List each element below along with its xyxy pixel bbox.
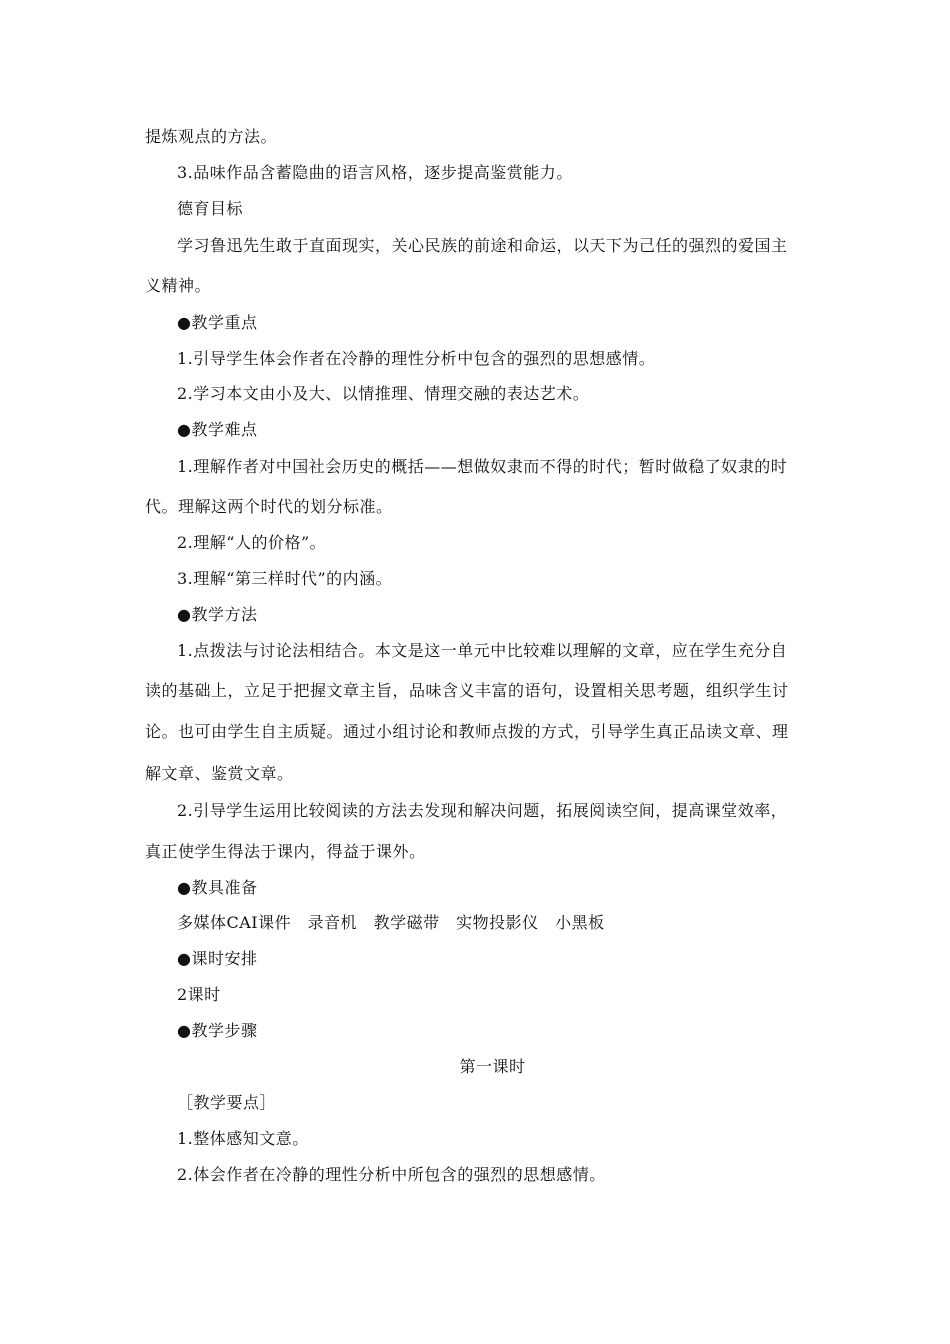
text-line: 1.整体感知文意。 (177, 1129, 309, 1148)
section-heading: ●教学难点 (177, 420, 258, 439)
text-line: ［教学要点］ (177, 1093, 277, 1112)
section-heading: ●教具准备 (177, 878, 258, 897)
text-line: 义精神。 (145, 276, 212, 295)
text-line: 1.点拨法与讨论法相结合。本文是这一单元中比较难以理解的文章，应在学生充分自 (177, 641, 788, 660)
section-heading: ●教学步骤 (177, 1021, 258, 1040)
text-line: 2.体会作者在冷静的理性分析中所包含的强烈的思想感情。 (177, 1165, 606, 1184)
lesson-title: 第一课时 (459, 1057, 526, 1076)
text-line: 3.品味作品含蓄隐曲的语言风格，逐步提高鉴赏能力。 (177, 163, 573, 182)
text-line: 2.学习本文由小及大、以情推理、情理交融的表达艺术。 (177, 384, 590, 403)
text-line: 3.理解“第三样时代”的内涵。 (177, 569, 393, 588)
text-line: 解文章、鉴赏文章。 (145, 764, 294, 783)
text-line: 1.理解作者对中国社会历史的概括——想做奴隶而不得的时代；暂时做稳了奴隶的时 (177, 457, 788, 476)
section-heading: ●课时安排 (177, 949, 258, 968)
text-line: 论。也可由学生自主质疑。通过小组讨论和教师点拨的方式，引导学生真正品读文章、理 (145, 722, 789, 741)
text-line: 2.引导学生运用比较阅读的方法去发现和解决问题，拓展阅读空间，提高课堂效率， (177, 801, 788, 820)
section-heading: ●教学重点 (177, 313, 258, 332)
text-line: 2.理解“人的价格”。 (177, 533, 327, 552)
text-line: 读的基础上，立足于把握文章主旨，品味含义丰富的语句，设置相关思考题，组织学生讨 (145, 681, 789, 700)
text-line: 提炼观点的方法。 (145, 127, 278, 146)
text-line: 真正使学生得法于课内，得益于课外。 (145, 842, 426, 861)
text-line: 多媒体CAI课件 录音机 教学磁带 实物投影仪 小黑板 (177, 913, 605, 932)
section-heading: ●教学方法 (177, 605, 258, 624)
section-subheading: 德育目标 (177, 199, 244, 218)
text-line: 学习鲁迅先生敢于直面现实，关心民族的前途和命运，以天下为己任的强烈的爱国主 (177, 236, 788, 255)
text-line: 1.引导学生体会作者在冷静的理性分析中包含的强烈的思想感情。 (177, 349, 656, 368)
text-line: 2课时 (177, 985, 221, 1004)
text-line: 代。理解这两个时代的划分标准。 (145, 497, 393, 516)
